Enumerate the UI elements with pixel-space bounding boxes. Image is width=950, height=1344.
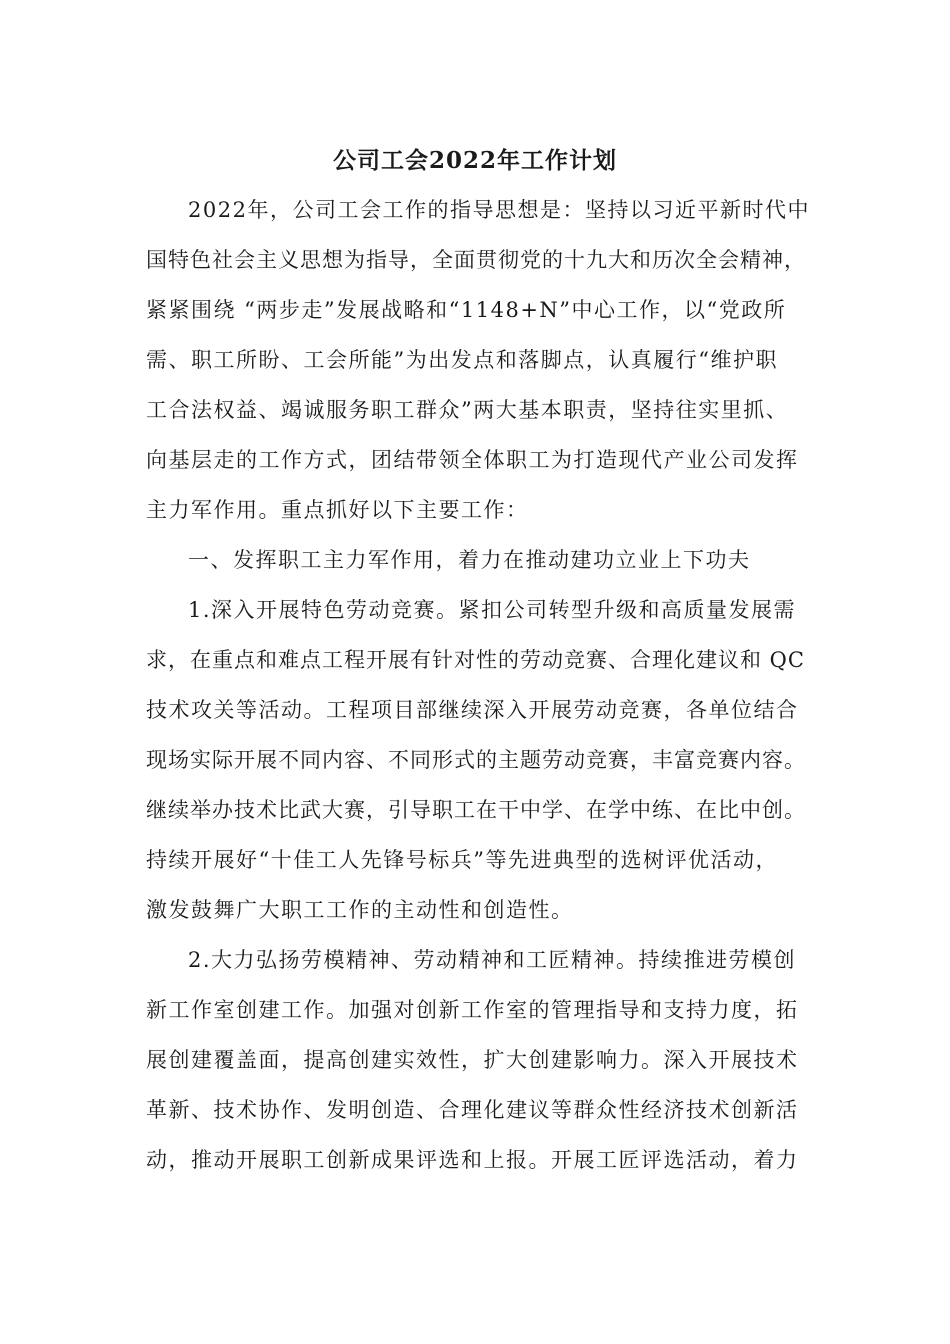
text-line: 向基层走的工作方式，团结带领全体职工为打造现代产业公司发挥 — [146, 448, 799, 472]
text-line: 继续举办技术比武大赛，引导职工在干中学、在学中练、在比中创。 — [146, 798, 806, 822]
text-line: 主力军作用。重点抓好以下主要工作： — [146, 498, 529, 522]
document-title: 公司工会2022年工作计划 — [332, 147, 617, 174]
text-line: 需、职工所盼、工会所能”为出发点和落脚点，认真履行“维护职 — [146, 348, 778, 372]
text-line: 紧紧围绕 “两步走”发展战略和“1148+N”中心工作，以“党政所 — [146, 298, 787, 322]
text-line: 工合法权益、竭诚服务职工群众”两大基本职责，坚持往实里抓、 — [146, 398, 789, 422]
text-line: 展创建覆盖面，提高创建实效性，扩大创建影响力。深入开展技术 — [146, 1048, 799, 1072]
text-line: 2022年，公司工会工作的指导思想是：坚持以习近平新时代中 — [188, 198, 810, 222]
text-line: 新工作室创建工作。加强对创新工作室的管理指导和支持力度，拓 — [146, 998, 799, 1022]
text-line: 求，在重点和难点工程开展有针对性的劳动竞赛、合理化建议和 QC — [146, 648, 805, 672]
section-heading: 一、发挥职工主力军作用，着力在推动建功立业上下功夫 — [188, 548, 751, 572]
text-line: 动，推动开展职工创新成果评选和上报。开展工匠评选活动，着力 — [146, 1148, 799, 1172]
text-line: 技术攻关等活动。工程项目部继续深入开展劳动竞赛，各单位结合 — [146, 698, 799, 722]
text-line: 革新、技术协作、发明创造、合理化建议等群众性经济技术创新活 — [146, 1098, 799, 1122]
text-line: 国特色社会主义思想为指导，全面贯彻党的十九大和历次全会精神， — [146, 248, 806, 272]
text-line: 激发鼓舞广大职工工作的主动性和创造性。 — [146, 898, 574, 922]
text-line: 现场实际开展不同内容、不同形式的主题劳动竞赛，丰富竞赛内容。 — [146, 748, 806, 772]
text-line: 1.深入开展特色劳动竞赛。紧扣公司转型升级和高质量发展需 — [188, 598, 797, 622]
text-line: 持续开展好“十佳工人先锋号标兵”等先进典型的选树评优活动， — [146, 848, 778, 872]
text-line: 2.大力弘扬劳模精神、劳动精神和工匠精神。持续推进劳模创 — [188, 948, 797, 972]
